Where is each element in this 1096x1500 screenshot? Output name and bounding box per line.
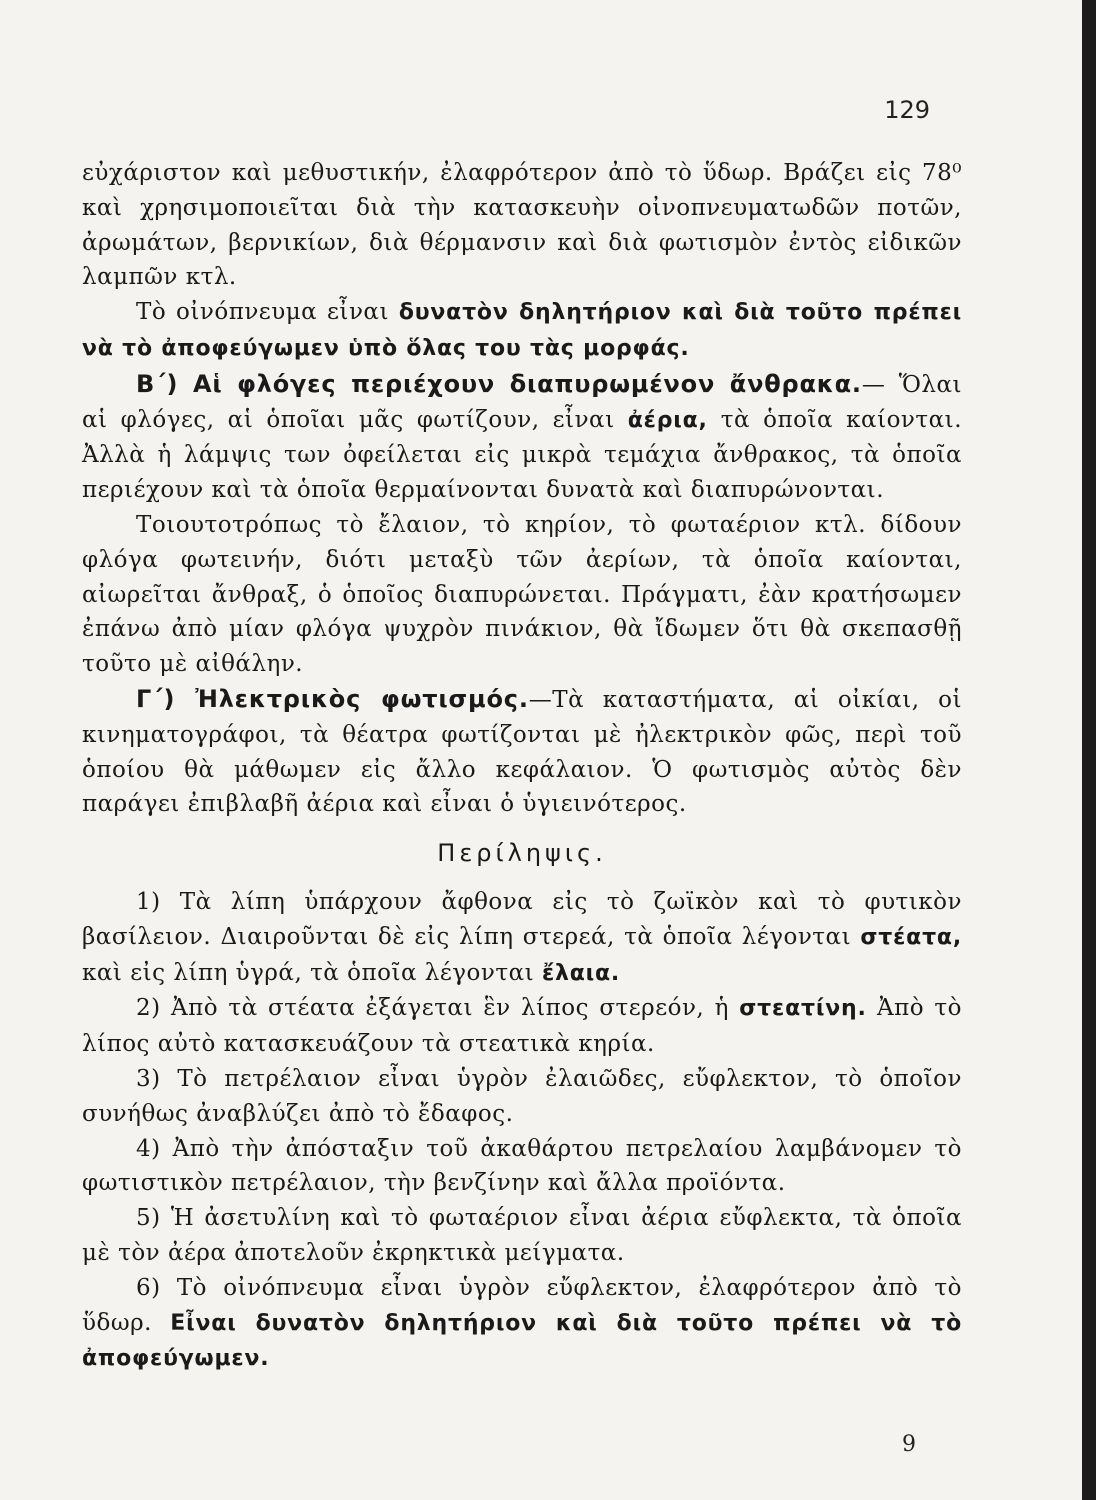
section-heading-flames: Β΄) Αἱ φλόγες περιέχουν διαπυρωμένον ἄνθρακα. [136, 369, 862, 398]
summary-title: Περίληψις. [437, 839, 607, 868]
bold-term-oils: ἔλαια. [541, 960, 621, 986]
paragraph-text: εὐχάριστον καὶ μεθυστικήν, ἐλαφρότερον ἀπὸ τὸ ὕδωρ. Βράζει εἰς 78⁰ καὶ χρησιμοποιεῖται διὰ τὴν κατασκευὴν οἰνοπνευματωδῶν ποτῶν, ἀρωμάτων, βερνικίων, διὰ θέρμανσιν καὶ διὰ φωτισμὸν ἐντὸς εἰδικῶν λαμπῶν κτλ. [82, 160, 962, 291]
paragraph-rest: —Τὰ καταστήματα, αἱ οἰκίαι, οἱ κινηματογράφοι, τὰ θέατρα φωτίζονται μὲ ἠλεκτρικὸν φῶς, περὶ τοῦ ὁποίου θὰ μάθωμεν εἰς ἄλλο κεφάλαιον. Ὁ φωτισμὸς αὐτὸς δὲν παράγει ἐπιβλαβῆ ἀέρια καὶ εἶναι ὁ ὑγιεινότερος. [82, 686, 962, 818]
page-body [82, 156, 962, 1377]
paragraph-lead: Τὸ οἰνόπνευμα εἶναι [136, 299, 399, 326]
item-text: 3) Τὸ πετρέλαιον εἶναι ὑγρὸν ἐλαιῶδες, εὔφλεκτον, τὸ ὁποῖον συνήθως ἀναβλύζει ἀπὸ τὸ ἔδαφος. [82, 1065, 962, 1127]
section-flames [82, 367, 962, 508]
paragraph-alcohol-properties [82, 156, 962, 295]
bold-term-stearates: στέατα, [860, 924, 962, 950]
page-edge [1082, 0, 1096, 1500]
item-rest: Ἀπὸ τὸ λίπος αὐτὸ κατασκευάζουν τὰ στεατικὰ κηρία. [82, 995, 962, 1058]
summary-item-2 [82, 991, 962, 1062]
bold-warning: δυνατὸν δηλητήριον καὶ διὰ τοῦτο πρέπει νὰ τὸ ἀποφεύγωμεν ὑπὸ ὅλας του τὰς μορφάς. [82, 300, 962, 361]
bold-term-gases: ἀέρια, [627, 407, 708, 433]
page-number: 129 [884, 96, 930, 124]
section-heading-electric: Γ΄) Ἠλεκτρικὸς φωτισμός. [136, 684, 529, 713]
summary-item-5 [82, 1201, 962, 1271]
item-text: 5) Ἡ ἀσετυλίνη καὶ τὸ φωταέριον εἶναι ἀέρια εὔφλεκτα, τὰ ὁποῖα μὲ τὸν ἀέρα ἀποτελοῦν ἐκρηκτικὰ μείγματα. [82, 1205, 962, 1266]
summary-item-1 [82, 885, 962, 991]
sheet-signature-number: 9 [902, 1432, 916, 1457]
paragraph-alcohol-warning [82, 295, 962, 367]
summary-item-6 [82, 1271, 962, 1377]
paragraph-rest: τὰ ὁποῖα καίονται. Ἀλλὰ ἡ λάμψις των ὀφείλεται εἰς μικρὰ τεμάχια ἄνθρακος, τὰ ὁποῖα περιέχουν καὶ τὰ ὁποῖα θερμαίνονται δυνατὰ καὶ διαπυρώνονται. [82, 406, 963, 504]
item-lead: 6) Τὸ οἰνόπνευμα εἶναι ὑγρὸν εὔφλεκτον, ἐλαφρότερον ἀπὸ τὸ ὕδωρ. [82, 1274, 962, 1336]
paragraph-luminous-flame [82, 508, 962, 682]
item-lead: 1) Τὰ λίπη ὑπάρχουν ἄφθονα εἰς τὸ ζωϊκὸν καὶ τὸ φυτικὸν βασίλειον. Διαιροῦνται δὲ εἰς λίπη στερεά, τὰ ὁποῖα λέγονται [82, 888, 962, 950]
paragraph-text: Τοιουτοτρόπως τὸ ἔλαιον, τὸ κηρίον, τὸ φωταέριον κτλ. δίδουν φλόγα φωτεινήν, διότι μεταξὺ τῶν ἀερίων, τὰ ὁποῖα καίονται, αἰωρεῖται ἄνθραξ, ὁ ὁποῖος διαπυρώνεται. Πράγματι, ἐὰν κρατήσωμεν ἐπάνω ἀπὸ μίαν φλόγα ψυχρὸν πινάκιον, θὰ ἴδωμεν ὅτι θὰ σκεπασθῇ τοῦτο μὲ αἰθάλην. [82, 511, 962, 678]
summary-list [82, 885, 962, 1377]
summary-item-3 [82, 1062, 962, 1132]
bold-term-stearin: στεατίνη. [739, 996, 867, 1022]
paragraph-lead: — Ὅλαι αἱ φλόγες, αἱ ὁποῖαι μᾶς φωτίζουν, εἶναι [82, 371, 962, 433]
bold-warning: Εἶναι δυνατὸν δηλητήριον καὶ διὰ τοῦτο πρέπει νὰ τὸ ἀποφεύγωμεν. [82, 1310, 962, 1372]
item-lead: 2) Ἀπὸ τὰ στέατα ἐξάγεται ἓν λίπος στερεόν, ἡ [136, 995, 740, 1022]
item-text: 4) Ἀπὸ τὴν ἀπόσταξιν τοῦ ἀκαθάρτου πετρελαίου λαμβάνομεν τὸ φωτιστικὸν πετρέλαιον, τὴν βενζίνην καὶ ἄλλα προϊόντα. [82, 1135, 962, 1197]
summary-item-4 [82, 1132, 962, 1202]
section-electric-lighting [82, 682, 962, 822]
item-mid: καὶ εἰς λίπη ὑγρά, τὰ ὁποῖα λέγονται [82, 959, 542, 986]
